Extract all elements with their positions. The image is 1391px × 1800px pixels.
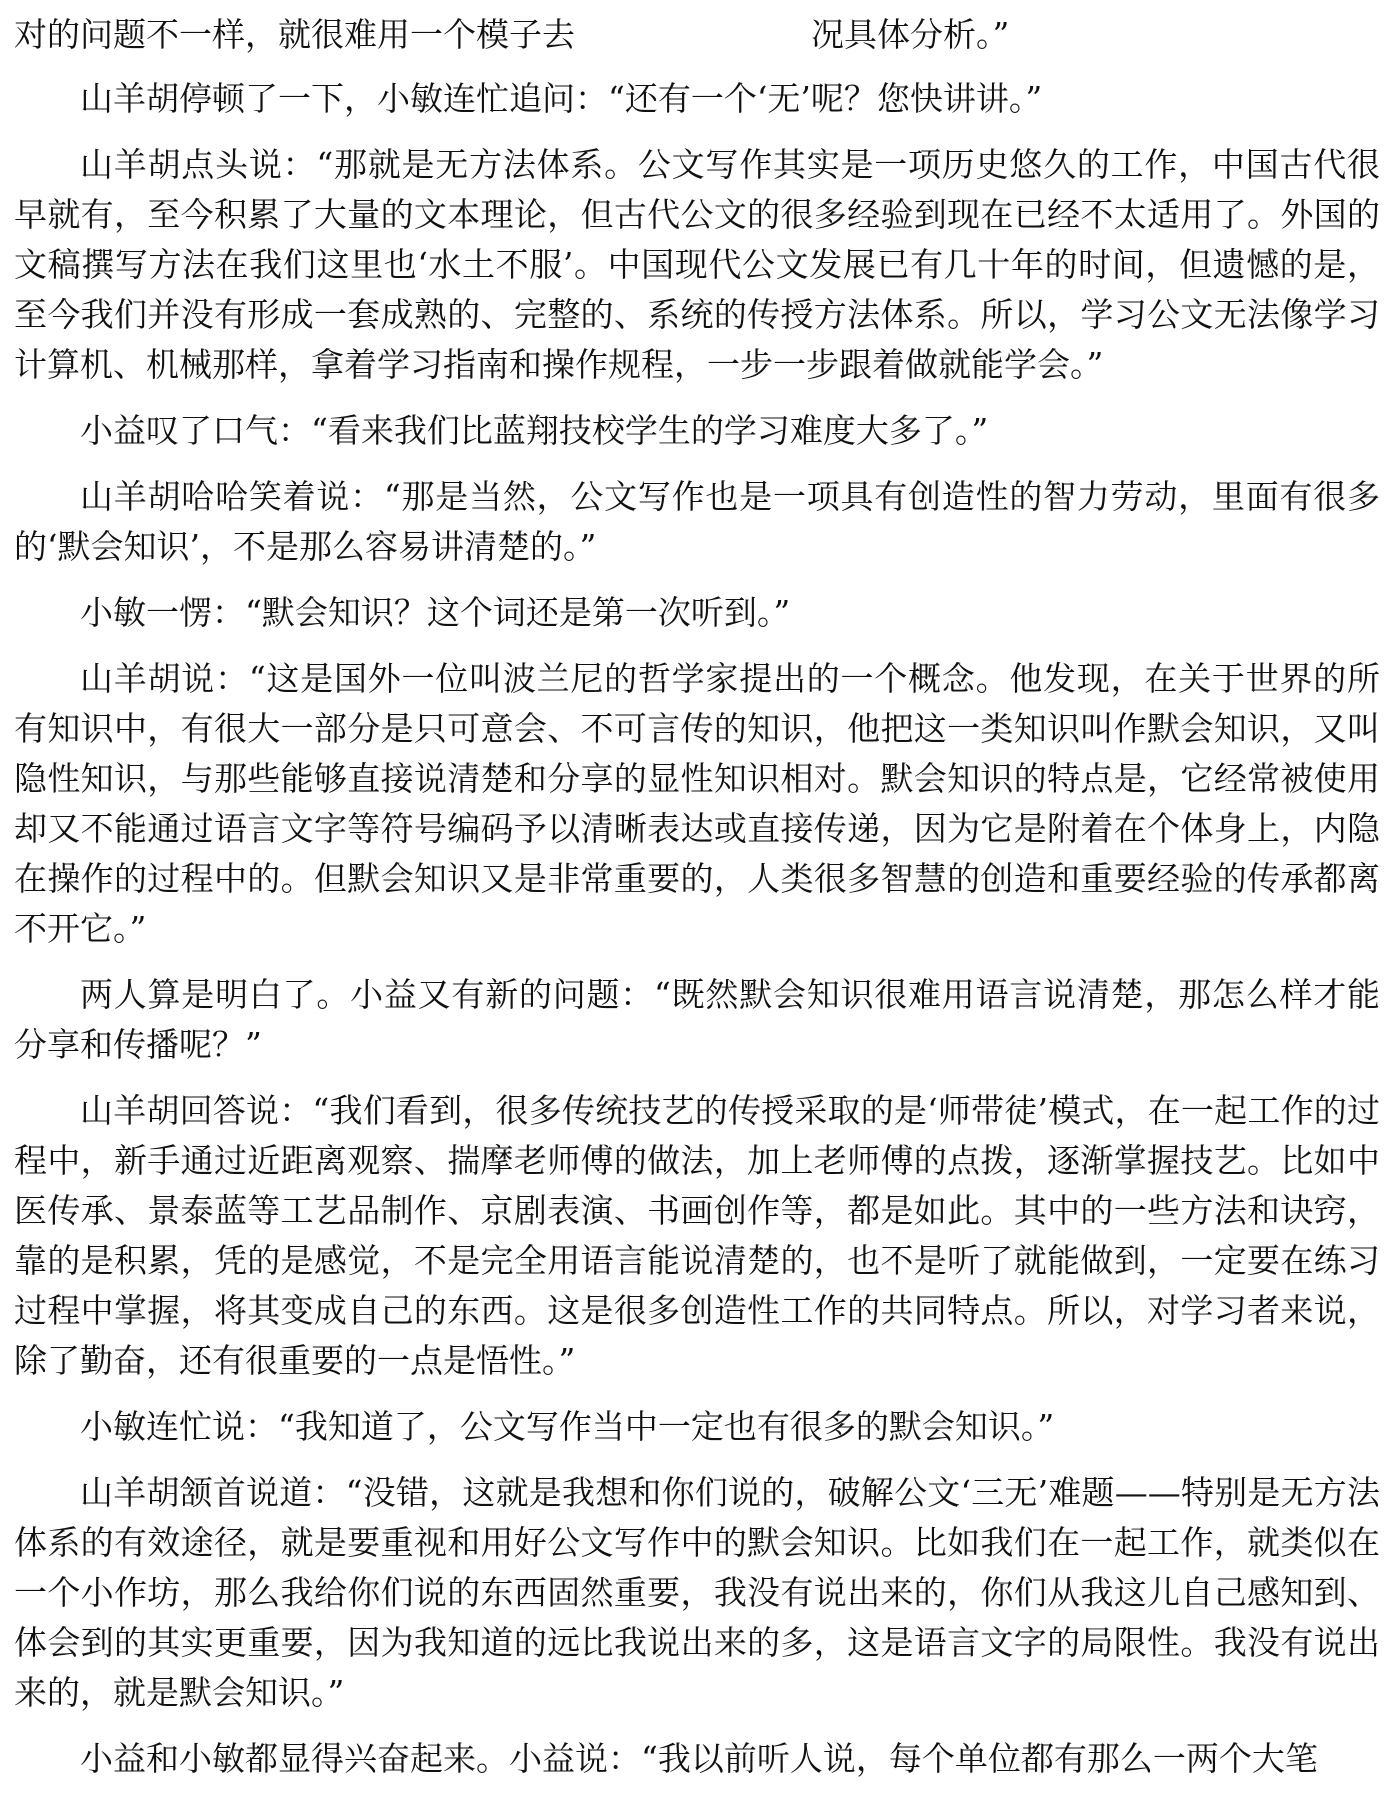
document-page (14, 10, 1380, 1800)
paragraph: 山羊胡回答说：“我们看到，很多传统技艺的传授采取的是‘师带徒’模式，在一起工作的过程中，新手通过近距离观察、揣摩老师傅的做法，加上老师傅的点拨，逐渐掌握技艺。比如中医传承、景泰蓝等工艺品制作、京剧表演、书画创作等，都是如此。其中的一些方法和诀窍，靠的是积累，凭的是感觉，不是完全用语言能说清楚的，也不是听了就能做到，一定要在练习过程中掌握，将其变成自己的东西。这是很多创造性工作的共同特点。所以，对学习者来说，除了勤奋，还有很重要的一点是悟性。” (14, 1091, 1380, 1380)
paragraph: 小敏连忙说：“我知道了，公文写作当中一定也有很多的默会知识。” (80, 1407, 1055, 1446)
paragraph: 山羊胡颔首说道：“没错，这就是我想和你们说的，破解公文‘三无’难题——特别是无方法体系的有效途径，就是要重视和用好公文写作中的默会知识。比如我们在一起工作，就类似在一个小作坊，那么我给你们说的东西固然重要，我没有说出来的，你们从我这儿自己感知到、体会到的其实更重要，因为我知道的远比我说出来的多，这是语言文字的局限性。我没有说出来的，就是默会知识。” (14, 1473, 1380, 1712)
first-line-right-text: 况具体分析。” (811, 15, 1010, 54)
paragraph: 小益和小敏都显得兴奋起来。小益说：“我以前听人说，每个单位都有那么一两个大笔 (80, 1739, 1318, 1778)
paragraph: 山羊胡哈哈笑着说：“那是当然，公文写作也是一项具有创造性的智力劳动，里面有很多的‘默会知识’，不是那么容易讲清楚的。” (14, 477, 1380, 566)
paragraph: 山羊胡停顿了一下，小敏连忙追问：“还有一个‘无’呢？您快讲讲。” (80, 79, 1043, 118)
first-line-left-text: 对的问题不一样，就很难用一个模子去 (14, 15, 575, 54)
paragraph: 山羊胡说：“这是国外一位叫波兰尼的哲学家提出的一个概念。他发现，在关于世界的所有知识中，有很大一部分是只可意会、不可言传的知识，他把这一类知识叫作默会知识，又叫隐性知识，与那些能够直接说清楚和分享的显性知识相对。默会知识的特点是，它经常被使用却又不能通过语言文字等符号编码予以清晰表达或直接传递，因为它是附着在个体身上，内隐在操作的过程中的。但默会知识又是非常重要的，人类很多智慧的创造和重要经验的传承都离不开它。” (14, 659, 1380, 948)
continued-paragraph (14, 10, 1380, 60)
paragraph: 小益叹了口气：“看来我们比蓝翔技校学生的学习难度大多了。” (80, 411, 989, 450)
paragraph: 山羊胡点头说：“那就是无方法体系。公文写作其实是一项历史悠久的工作，中国古代很早就有，至今积累了大量的文本理论，但古代公文的很多经验到现在已经不太适用了。外国的文稿撰写方法在我们这里也‘水土不服’。中国现代公文发展已有几十年的时间，但遗憾的是，至今我们并没有形成一套成熟的、完整的、系统的传授方法体系。所以，学习公文无法像学习计算机、机械那样，拿着学习指南和操作规程，一步一步跟着做就能学会。” (14, 145, 1380, 384)
paragraph: 两人算是明白了。小益又有新的问题：“既然默会知识很难用语言说清楚，那怎么样才能分享和传播呢？” (14, 975, 1380, 1064)
paragraph: 小敏一愣：“默会知识？这个词还是第一次听到。” (80, 593, 791, 632)
